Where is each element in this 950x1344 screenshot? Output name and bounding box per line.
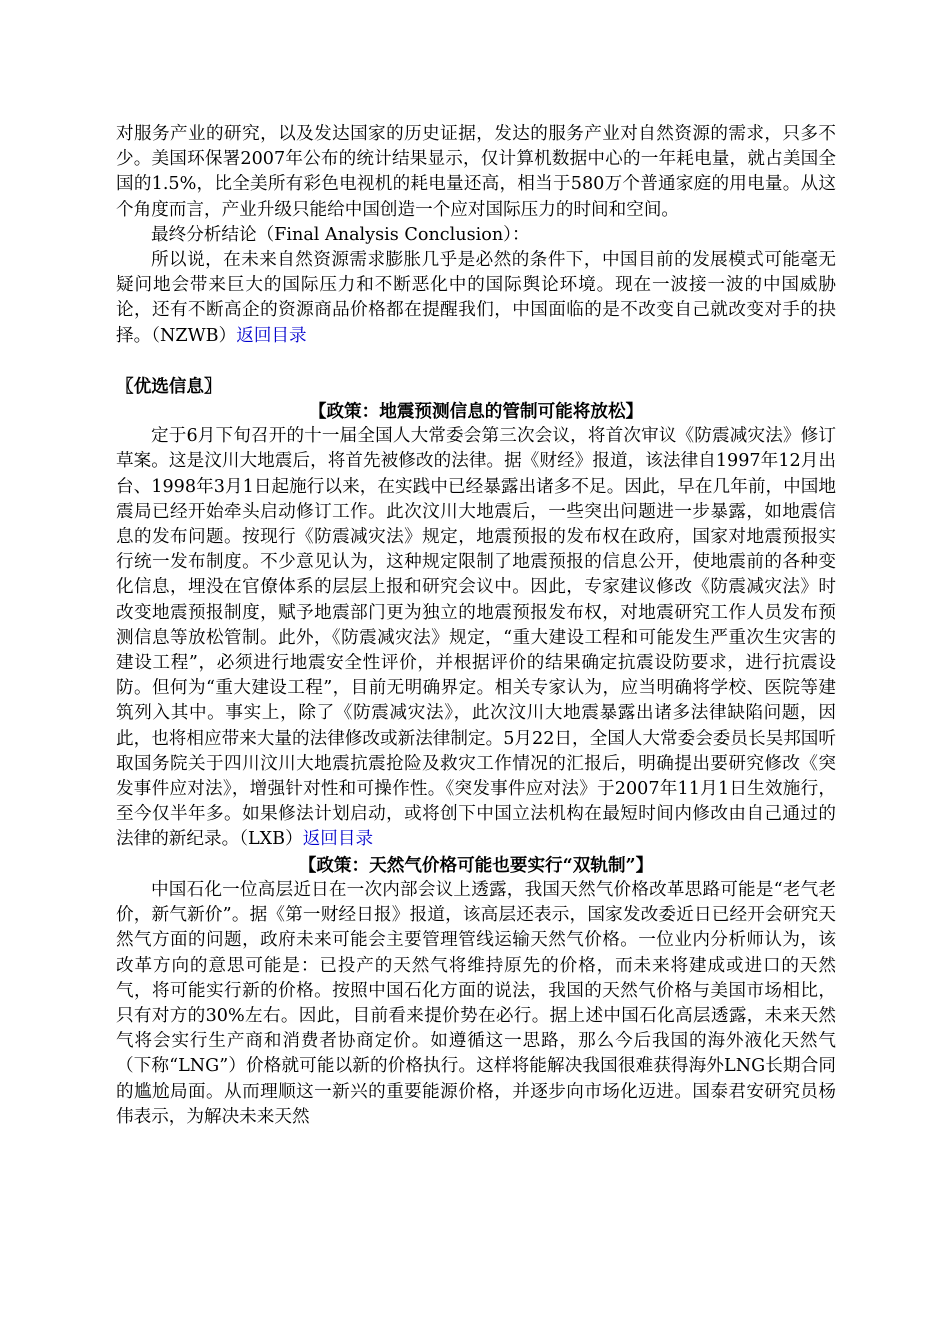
conclusion-paragraph [116,248,836,349]
article-text: 中国石化一位高层近日在一次内部会议上透露，我国天然气价格改革思路可能是“老气老价，新气新价”。据《第一财经日报》报道，该高层还表示，国家发改委近日已经开会研究天然气方面的问题，政府未来可能会主要管理管线运输天然气价格。一位业内分析师认为，该改革方向的意思可能是：已投产的天然气将维持原先的价格，而未来将建成或进口的天然气，将可能实行新的价格。按照中国石化方面的说法，我国的天然气价格与美国市场相比，只有对方的30%左右。因此，目前看来提价势在必行。据上述中国石化高层透露，未来天然气将会实行生产商和消费者协商定价。如遵循这一思路，那么今后我国的海外液化天然气（下称“LNG”）价格就可能以新的价格执行。这样将能解决我国很难获得海外LNG长期合同的尴尬局面。从而理顺这一新兴的重要能源价格，并逐步向市场化迈进。国泰君安研究员杨伟表示，为解决未来天然 [116,879,836,1127]
section-heading: 〖优选信息〗 [116,375,222,397]
document-page [116,122,836,1130]
article-title: 【政策：天然气价格可能也要实行“双轨制”】 [298,854,654,876]
article-paragraph [116,424,836,852]
article-text: 定于6月下旬召开的十一届全国人大常委会第三次会议，将首次审议《防震减灾法》修订草案。这是汶川大地震后，将首先被修改的法律。据《财经》报道，该法律自1997年12月出台、1998年3月1日起施行以来，在实践中已经暴露出诸多不足。因此，早在几年前，中国地震局已经开始牵头启动修订工作。此次汶川大地震后，一些突出问题进一步暴露，如地震信息的发布问题。按现行《防震减灾法》规定，地震预报的发布权在政府，国家对地震预报实行统一发布制度。不少意见认为，这种规定限制了地震预报的信息公开，使地震前的各种变化信息，埋没在官僚体系的层层上报和研究会议中。因此，专家建议修改《防震减灾法》时改变地震预报制度，赋予地震部门更为独立的地震预报发布权，对地震研究工作人员发布预测信息等放松管制。此外，《防震减灾法》规定，“重大建设工程和可能发生严重次生灾害的建设工程”，必须进行地震安全性评价，并根据评价的结果确定抗震设防要求，进行抗震设防。但何为“重大建设工程”，目前无明确界定。相关专家认为，应当明确将学校、医院等建筑列入其中。事实上，除了《防震减灾法》，此次汶川大地震暴露出诸多法律缺陷问题，因此，也将相应带来大量的法律修改或新法律制定。5月22日，全国人大常委会委员长吴邦国听取国务院关于四川汶川大地震抗震抢险及救灾工作情况的汇报后，明确提出要研究修改《突发事件应对法》，增强针对性和可操作性。《突发事件应对法》于2007年11月1日生效施行，至今仅半年多。如果修法计划启动，或将创下中国立法机构在最短时间内修改由自己通过的法律的新纪录。（LXB） [116,426,836,850]
conclusion-heading: 最终分析结论（Final Analysis Conclusion）： [151,224,530,245]
article-paragraph [116,878,836,1130]
continuation-paragraph [116,122,836,223]
conclusion-text: 所以说，在未来自然资源需求膨胀几乎是必然的条件下，中国目前的发展模式可能毫无疑问地会带来巨大的国际压力和不断恶化中的国际舆论环境。现在一波接一波的中国威胁论，还有不断高企的资源商品价格都在提醒我们，中国面临的是不改变自己就改变对手的抉择。（NZWB） [116,250,836,346]
article-title: 【政策：地震预测信息的管制可能将放松】 [308,401,644,423]
back-to-toc-link[interactable]: 返回目录 [236,325,307,346]
continuation-text: 对服务产业的研究，以及发达国家的历史证据，发达的服务产业对自然资源的需求，只多不少。美国环保署2007年公布的统计结果显示，仅计算机数据中心的一年耗电量，就占美国全国的1.5%，比全美所有彩色电视机的耗电量还高，相当于580万个普通家庭的用电量。从这个角度而言，产业升级只能给中国创造一个应对国际压力的时间和空间。 [116,124,836,220]
back-to-toc-link[interactable]: 返回目录 [302,829,374,850]
